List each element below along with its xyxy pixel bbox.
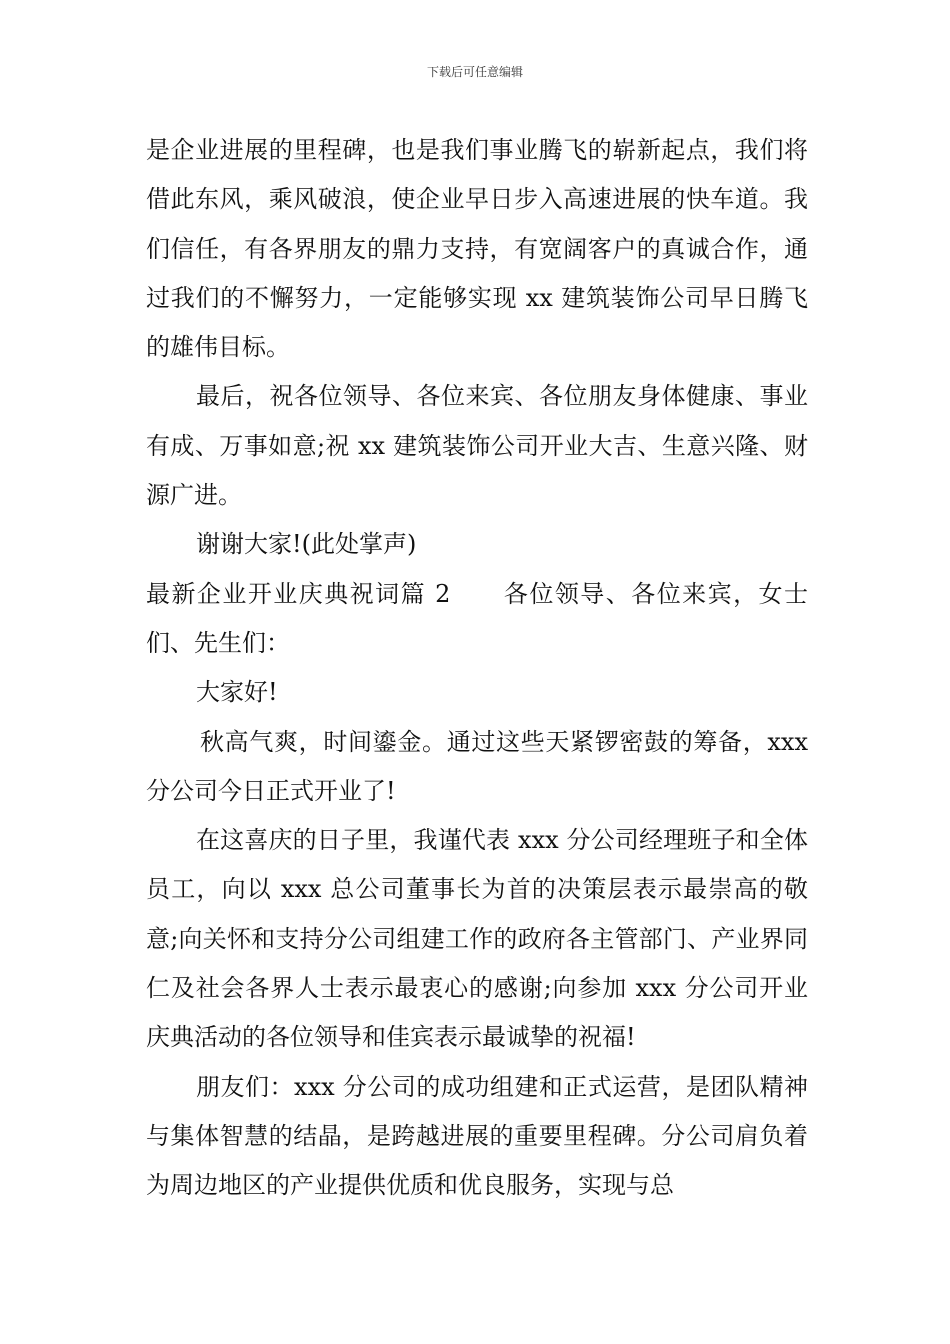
paragraph-milestone: 是企业进展的里程碑，也是我们事业腾飞的崭新起点，我们将借此东风，乘风破浪，使企业早日步入高速进展的快车道。我们信任，有各界朋友的鼎力支持，有宽阔客户的真诚合作，通过我们的不懈努力，一定能够实现 xx 建筑装饰公司早日腾飞的雄伟目标。: [146, 136, 808, 362]
speech-title: 最新企业开业庆典祝词篇 2: [146, 579, 451, 608]
speech-greeting: 各位领导、各位来宾，女士们、先生们：: [146, 579, 808, 657]
speech-two-opening: [146, 570, 808, 669]
paragraph-friends: 朋友们：xxx 分公司的成功组建和正式运营，是团队精神与集体智慧的结晶，是跨越进展的重要里程碑。分公司肩负着为周边地区的产业提供优质和优良服务，实现与总: [146, 1072, 808, 1200]
page-header: 下载后可任意编辑: [426, 65, 523, 79]
paragraph-gratitude: 在这喜庆的日子里，我谨代表 xxx 分公司经理班子和全体员工，向以 xxx 总公司董事长为首的决策层表示最崇高的敬意;向关怀和支持分公司组建工作的政府各主管部门、产业界同仁及社会各界人士表示最衷心的感谢;向参加 xxx 分公司开业庆典活动的各位领导和佳宾表示最诚挚的祝福!: [146, 826, 808, 1052]
paragraph-thanks: 谢谢大家!(此处掌声): [196, 530, 417, 559]
paragraph-hello: 大家好!: [196, 678, 278, 707]
paragraph-closing-wishes: 最后，祝各位领导、各位来宾、各位朋友身体健康、事业有成、万事如意;祝 xx 建筑装饰公司开业大吉、生意兴隆、财源广进。: [146, 382, 808, 510]
paragraph-opening-day: 秋高气爽，时间鎏金。通过这些天紧锣密鼓的筹备，xxx 分公司今日正式开业了!: [146, 727, 808, 805]
document-body: [146, 126, 808, 1211]
